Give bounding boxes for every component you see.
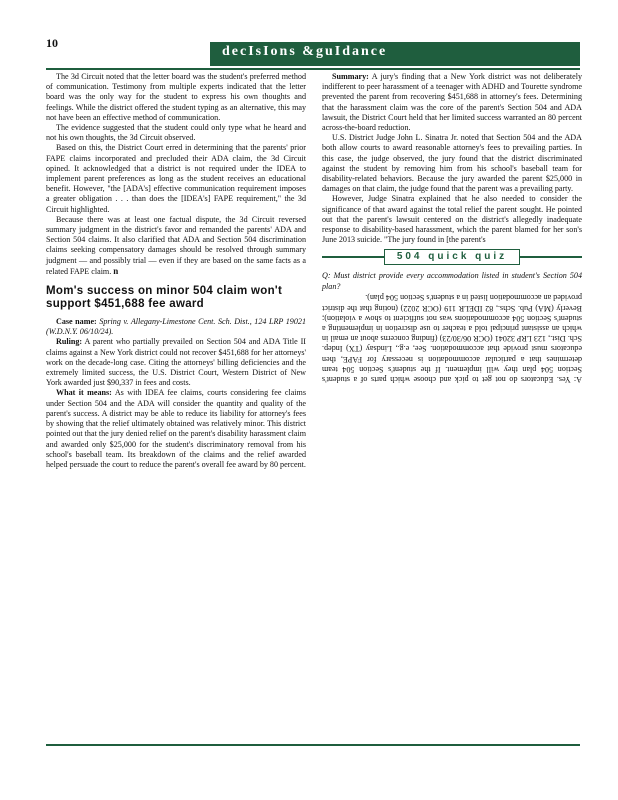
- ruling-text: A parent who partially prevailed on Section 504 and ADA Title II claims against a New York district could not recover $451,688 for her attorneys' work on the decade-long case. Citing the attorneys' billing deficiencies and the extremely limited success, the U.S. District Court, Western District of New York awarded just $90,337 in fees and costs.: [46, 337, 307, 388]
- footer-divider: [46, 744, 580, 746]
- summary-text: A jury's finding that a New York district was not deliberately indifferent to peer harassment of a teenager with ADHD and Tourette syndrome prevented the parent from recovering $451,688 in attorney's fees. Determining that the harassment claim was the core of the parent's Section 504 and ADA lawsuit, the District Court held that her limited success warranted an 80 percent across-the-board reduction.: [322, 72, 582, 133]
- right-column: [322, 72, 582, 384]
- paragraph-text: Because there was at least one factual dispute, the 3d Circuit reversed summary judgment in the district's favor and remanded the parents' ADA and Section 504 claims. It also clarified that ADA and Section 504 discrimination claims seeking compensatory damages should be resolved through summary judgment — and possibly trial — even if they are based on the same facts as a related FAPE claim.: [46, 214, 306, 276]
- summary-line: [322, 72, 582, 133]
- case-label: Case name:: [56, 317, 97, 327]
- case-citation: Spring v. Allegany-Limestone Cent. Sch. Dist., 124 LRP 19021 (W.D.N.Y. 06/10/24).: [46, 317, 306, 337]
- quiz-banner: [322, 249, 582, 265]
- case-name-line: [46, 317, 306, 337]
- section-title: decIsIons &guIdance: [222, 44, 388, 59]
- left-column: [46, 72, 306, 470]
- what-it-means-line: [46, 388, 306, 470]
- page-number: 10: [46, 36, 58, 50]
- summary-label: Summary:: [332, 72, 369, 81]
- quiz-question: Q: Must district provide every accommodation listed in student's Section 504 plan?: [322, 271, 582, 291]
- what-label: What it means:: [56, 388, 112, 398]
- header-divider: [46, 68, 580, 70]
- ruling-line: [46, 337, 306, 388]
- article-paragraph: The evidence suggested that the student could only type what he heard and not his own thoughts, the 3d Circuit observed.: [46, 123, 306, 143]
- quiz-label: 504 quick quiz: [384, 249, 520, 265]
- end-mark: n: [113, 265, 119, 276]
- article-paragraph: The 3d Circuit noted that the letter board was the student's preferred method of communication. Testimony from multiple experts indicated that the letter board was the only way for the student to express his own thoughts and feelings. While the district offered the student typing as an alternative, this may not have been an effective method of communication.: [46, 72, 306, 122]
- article-paragraph: [46, 215, 306, 277]
- quiz-rule-right: [520, 256, 582, 258]
- quiz-rule-left: [322, 256, 384, 258]
- ruling-label: Ruling:: [56, 337, 83, 347]
- article-paragraph: However, Judge Sinatra explained that he also needed to consider the significance of that award against the total relief the parent sought. He pointed out that the parent's lawsuit centered on the district's allegedly inadequate response to disability-based harassment, which the parent blamed for her son's June 2013 suicide. "The jury found in [the parent's: [322, 194, 582, 245]
- what-text: As with IDEA fee claims, courts considering fee claims under Section 504 and the ADA will consider the quantity and quality of the parent's success. A district may be able to reduce its liability for attorney's fees by showing that the relief ultimately obtained was relatively minor. This district pointed out that the jury denied relief on the parent's disability harassment claim and awarded only $25,000 for the student's discriminatory removal from his school's baseball team. Its breakdown of the claims and the relief awarded helped persuade the court to reduce the parent's overall fee award by 80 percent.: [46, 388, 306, 469]
- quiz-answer-upside-down: A: Yes. Educators do not get to pick and choose which parts of a student's Section 504 plan they will implement. If the student's Section 504 team determines that a particular accommodation is necessary for FAPE, then educators must provide that accommodation. See, e.g., Lindsay (TX) Indep. Sch. Dist., 123 LRP 32041 (OCR 06/30/23) (finding concerns about an email in which an assistant principal told a teacher to use discretion in implementing a student's Section 504 accommodations was not sufficient to show a violation); Beverly (MA) Pub. Schs., 82 IDELR 119 (OCR 2022) (noting that the district provided an accommodation listed in a student's Section 504 plan).: [322, 293, 582, 384]
- article-paragraph: Based on this, the District Court erred in determining that the parents' prior FAPE claims incorporated and precluded their ADA claim, the 3d Circuit opined. It acknowledged that a district is not required under the IDEA to implement parent preferences as long as the student receives an educational benefit. However, "the [ADA's] effective communication requirement imposes a greater obligation . . . than does the [IDEA's] FAPE requirement," the 3d Circuit highlighted.: [46, 143, 306, 214]
- article-paragraph: U.S. District Judge John L. Sinatra Jr. noted that Section 504 and the ADA both allow courts to award reasonable attorney's fees to prevailing parties. In this case, the judge observed, the jury found that the district discriminated against the student by removing him from his school's baseball team for disability-related behaviors. Because the jury awarded the parent $25,000 in damages on that claim, the judge found that the parent was a prevailing party.: [322, 133, 582, 194]
- article-headline: Mom's success on minor 504 claim won't support $451,688 fee award: [46, 285, 283, 311]
